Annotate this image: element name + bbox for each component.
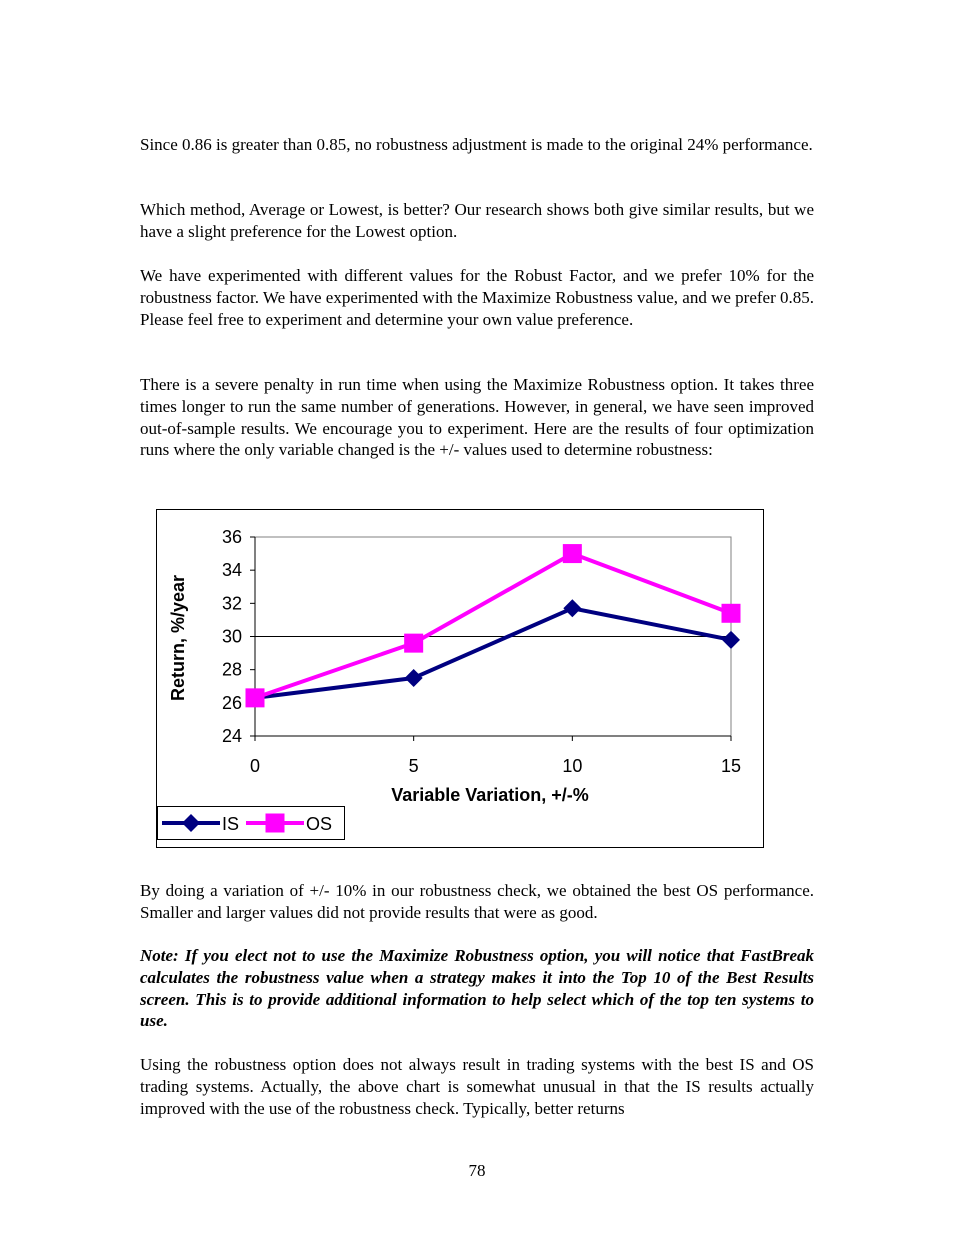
series-point-os [404,634,423,653]
x-tick-label: 15 [720,756,742,776]
paragraph-note-top10: Note: If you elect not to use the Maximize Robustness option, you will notice that FastBreak calculates the robustness value when a strategy makes it into the Top 10 of the Best Results screen. This is to provide additional information to help select which of the top ten systems to use. [140,946,814,1031]
paragraph-best-os-performance: By doing a variation of +/- 10% in our robustness check, we obtained the best OS performance. Smaller and larger values did not provide results that were as good. [140,881,814,922]
robustness-chart [156,509,764,848]
y-tick-label: 24 [221,726,242,746]
legend-label-is: IS [222,814,240,834]
paragraph-average-vs-lowest: Which method, Average or Lowest, is better? Our research shows both give similar results, but we have a slight preference for the Lowest option. [140,200,814,241]
page-number: 78 [468,1161,486,1180]
y-axis-title: Return, %/year [168,574,188,702]
y-tick-label: 30 [221,626,242,647]
series-point-os [563,544,582,563]
x-axis-title: Variable Variation, +/-% [391,785,589,805]
y-tick-label: 36 [221,527,242,547]
legend-marker-is [182,814,200,832]
legend-marker-os [266,814,285,833]
y-tick-label: 26 [221,692,242,713]
y-tick-label: 34 [221,560,242,581]
paragraph-run-time-penalty: There is a severe penalty in run time when using the Maximize Robustness option. It takes three times longer to run the same number of generations. However, in general, we have seen improved out-of-sample results. We encourage you to experiment. Here are the results of four optimization runs where the only variable changed is the +/- values used to determine robustness: [140,375,814,460]
paragraph-robust-factor: We have experimented with different values for the Robust Factor, and we prefer 10% for the robustness factor. We have experimented with the Maximize Robustness value, and we prefer 0.85. Please feel free to experiment and determine your own value preference. [140,266,814,329]
x-tick-label: 0 [249,756,261,776]
paragraph-robustness-option: Using the robustness option does not always result in trading systems with the best IS and OS trading systems. Actually, the above chart is somewhat unusual in that the IS results actually improved with the use of the robustness check. Typically, better returns [140,1055,814,1118]
y-tick-label: 32 [221,593,242,614]
paragraph-robustness-adjustment: Since 0.86 is greater than 0.85, no robustness adjustment is made to the original 24% performance. [140,135,813,154]
x-tick-label: 10 [562,756,583,776]
series-point-os [722,604,741,623]
legend-label-os: OS [306,814,333,834]
chart-legend [157,806,345,840]
series-point-os [246,688,265,707]
y-tick-label: 28 [221,659,242,680]
chart-canvas [157,510,763,847]
x-tick-label: 5 [408,756,419,776]
